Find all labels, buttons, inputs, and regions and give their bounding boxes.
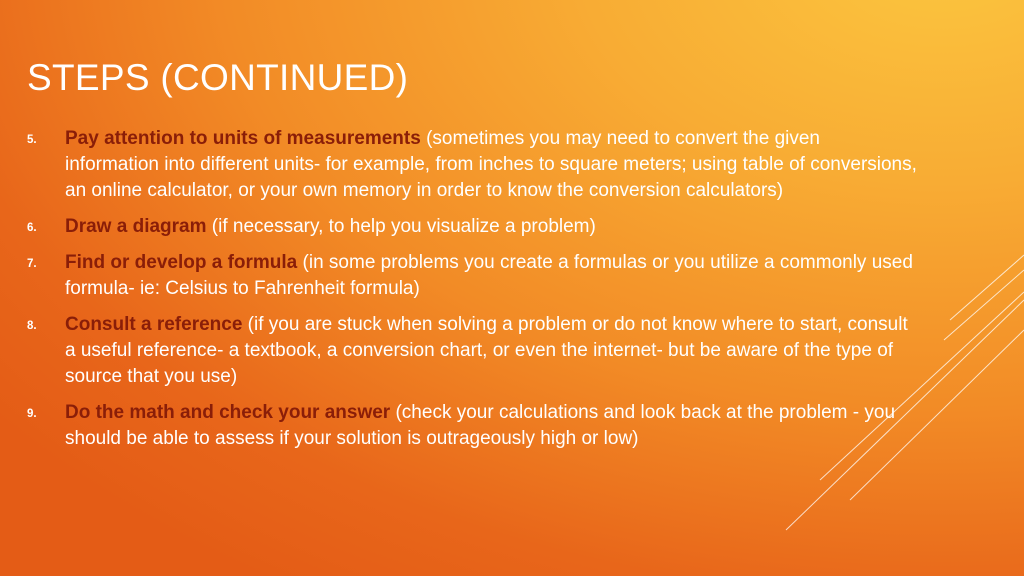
step-detail: (sometimes you may need to convert the given information into different units- for example, from inches to square meters; using table of conversions, an online calculator, or your own memory in order to know the conversion calculators)	[65, 128, 917, 201]
deco-line	[944, 270, 1024, 340]
step-number: 5.	[27, 134, 37, 146]
step-detail: (check your calculations and look back at the problem - you should be able to assess if your solution is outrageously high or low)	[65, 402, 896, 449]
step-item	[27, 400, 917, 452]
step-detail: (in some problems you create a formulas or you utilize a commonly used formula- ie: Celsius to Fahrenheit formula)	[65, 252, 913, 299]
step-heading: Consult a reference	[65, 314, 248, 335]
step-detail: (if you are stuck when solving a problem or do not know where to start, consult a useful reference- a textbook, a conversion chart, or even the internet- but be aware of the type of source that you use)	[65, 314, 908, 387]
step-item	[27, 214, 917, 240]
step-item	[27, 312, 917, 390]
step-item	[27, 250, 917, 302]
step-number: 8.	[27, 320, 37, 332]
step-heading: Pay attention to units of measurements	[65, 128, 427, 149]
step-heading: Find or develop a formula	[65, 252, 303, 273]
step-number: 7.	[27, 258, 37, 270]
step-item	[27, 126, 917, 204]
step-heading: Draw a diagram	[65, 216, 212, 237]
step-heading: Do the math and check your answer	[65, 402, 396, 423]
slide-title: STEPS (CONTINUED)	[27, 57, 409, 98]
step-number: 9.	[27, 408, 37, 420]
step-detail: (if necessary, to help you visualize a problem)	[211, 216, 596, 237]
deco-line	[950, 255, 1024, 320]
step-number: 6.	[27, 222, 37, 234]
steps-list	[27, 126, 917, 462]
